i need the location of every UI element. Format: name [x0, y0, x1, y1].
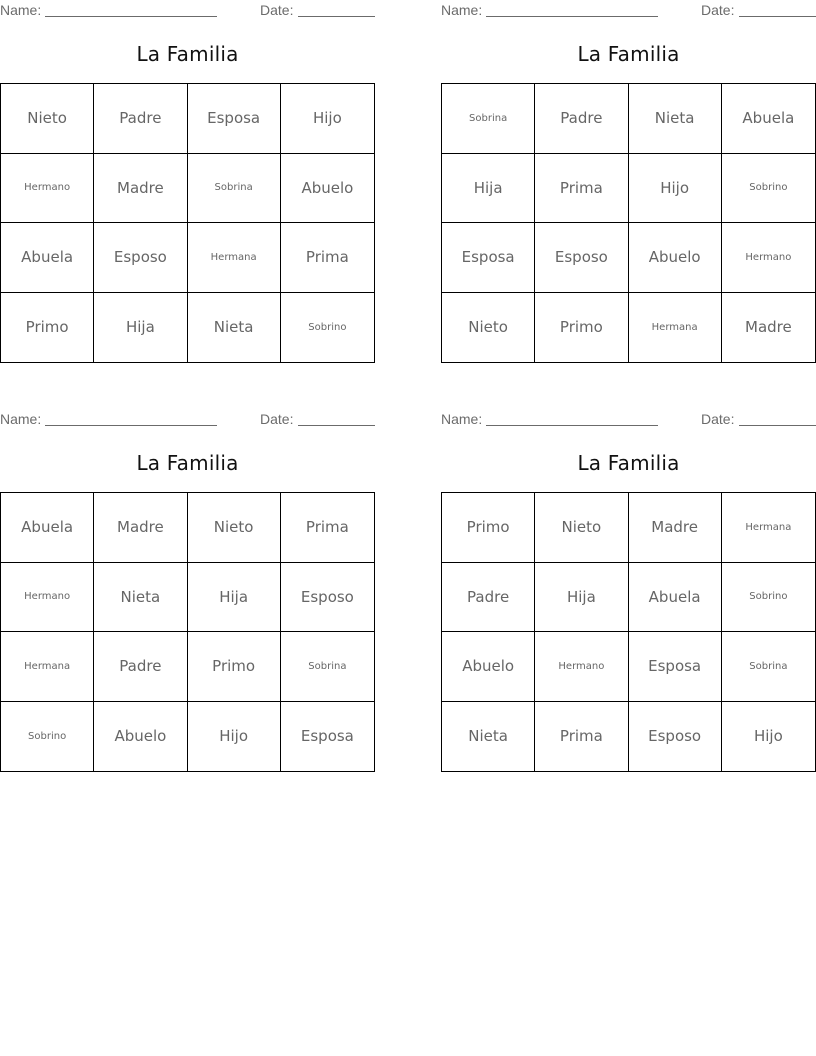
bingo-card-2	[441, 0, 816, 364]
bingo-cell[interactable]: Hijo	[188, 702, 281, 772]
card-title: La Familia	[577, 451, 680, 475]
bingo-cell[interactable]: Hija	[94, 293, 187, 363]
date-blank-line[interactable]	[298, 425, 375, 426]
bingo-cell[interactable]: Sobrina	[442, 84, 535, 154]
bingo-grid	[441, 492, 816, 772]
bingo-cell[interactable]: Abuelo	[94, 702, 187, 772]
bingo-cell[interactable]: Padre	[442, 563, 535, 633]
bingo-cell[interactable]: Abuelo	[442, 632, 535, 702]
bingo-cell[interactable]: Nieta	[442, 702, 535, 772]
bingo-cell[interactable]: Hija	[535, 563, 628, 633]
name-label: Name:	[0, 2, 42, 18]
name-blank-line[interactable]	[486, 16, 658, 17]
bingo-cell[interactable]: Esposa	[442, 223, 535, 293]
bingo-cell[interactable]: Padre	[94, 632, 187, 702]
bingo-cell[interactable]: Primo	[188, 632, 281, 702]
bingo-cell[interactable]: Esposo	[629, 702, 722, 772]
bingo-cell[interactable]: Padre	[94, 84, 187, 154]
bingo-cell[interactable]: Hermana	[629, 293, 722, 363]
bingo-cell[interactable]: Sobrino	[722, 154, 815, 224]
bingo-cell[interactable]: Prima	[535, 154, 628, 224]
name-label: Name:	[0, 411, 42, 427]
card-title: La Familia	[136, 451, 239, 475]
bingo-cell[interactable]: Esposa	[629, 632, 722, 702]
bingo-grid	[0, 492, 375, 772]
bingo-cell[interactable]: Nieta	[629, 84, 722, 154]
date-blank-line[interactable]	[298, 16, 375, 17]
bingo-cell[interactable]: Primo	[442, 493, 535, 563]
bingo-cell[interactable]: Madre	[629, 493, 722, 563]
bingo-cell[interactable]: Nieto	[442, 293, 535, 363]
bingo-cell[interactable]: Prima	[281, 493, 374, 563]
bingo-cell[interactable]: Esposo	[94, 223, 187, 293]
bingo-cell[interactable]: Hermano	[1, 154, 94, 224]
name-blank-line[interactable]	[486, 425, 658, 426]
name-date-header	[0, 2, 375, 20]
bingo-cell[interactable]: Sobrina	[188, 154, 281, 224]
bingo-cell[interactable]: Hermano	[535, 632, 628, 702]
bingo-card-4	[441, 409, 816, 773]
date-blank-line[interactable]	[739, 16, 816, 17]
bingo-cell[interactable]: Nieto	[535, 493, 628, 563]
bingo-cell[interactable]: Madre	[94, 493, 187, 563]
bingo-cell[interactable]: Nieto	[1, 84, 94, 154]
date-label: Date:	[260, 411, 294, 427]
date-label: Date:	[260, 2, 294, 18]
bingo-cell[interactable]: Primo	[1, 293, 94, 363]
bingo-cell[interactable]: Hermano	[1, 563, 94, 633]
name-date-header	[0, 411, 375, 429]
bingo-cell[interactable]: Abuelo	[629, 223, 722, 293]
card-title: La Familia	[577, 42, 680, 66]
bingo-cell[interactable]: Hermana	[722, 493, 815, 563]
bingo-grid	[441, 83, 816, 363]
bingo-cell[interactable]: Nieto	[188, 493, 281, 563]
bingo-cell[interactable]: Madre	[94, 154, 187, 224]
bingo-cell[interactable]: Hija	[188, 563, 281, 633]
bingo-cell[interactable]: Abuela	[1, 223, 94, 293]
bingo-cell[interactable]: Sobrino	[722, 563, 815, 633]
bingo-cell[interactable]: Sobrino	[1, 702, 94, 772]
bingo-cell[interactable]: Hijo	[281, 84, 374, 154]
name-blank-line[interactable]	[45, 16, 217, 17]
bingo-cell[interactable]: Hermana	[1, 632, 94, 702]
bingo-cell[interactable]: Sobrina	[281, 632, 374, 702]
bingo-grid	[0, 83, 375, 363]
bingo-cell[interactable]: Esposo	[281, 563, 374, 633]
name-blank-line[interactable]	[45, 425, 217, 426]
date-label: Date:	[701, 411, 735, 427]
bingo-cell[interactable]: Hermana	[188, 223, 281, 293]
name-label: Name:	[441, 2, 483, 18]
bingo-cell[interactable]: Nieta	[188, 293, 281, 363]
bingo-cell[interactable]: Primo	[535, 293, 628, 363]
name-date-header	[441, 2, 816, 20]
bingo-cell[interactable]: Sobrino	[308, 321, 347, 333]
bingo-cell[interactable]: Nieta	[94, 563, 187, 633]
bingo-cell[interactable]: Madre	[745, 318, 792, 337]
bingo-cell[interactable]: Prima	[535, 702, 628, 772]
bingo-cell[interactable]: Hija	[442, 154, 535, 224]
bingo-cell[interactable]: Sobrina	[722, 632, 815, 702]
card-title: La Familia	[136, 42, 239, 66]
bingo-cell[interactable]: Hermano	[722, 223, 815, 293]
date-label: Date:	[701, 2, 735, 18]
bingo-cell[interactable]: Esposa	[188, 84, 281, 154]
bingo-cell[interactable]: Abuela	[1, 493, 94, 563]
date-blank-line[interactable]	[739, 425, 816, 426]
bingo-cell[interactable]: Abuela	[722, 84, 815, 154]
bingo-cell[interactable]: Abuela	[629, 563, 722, 633]
bingo-cell[interactable]: Hijo	[753, 727, 783, 746]
bingo-cell[interactable]: Abuelo	[281, 154, 374, 224]
bingo-card-1	[0, 0, 375, 364]
bingo-card-3	[0, 409, 375, 773]
bingo-cell[interactable]: Prima	[281, 223, 374, 293]
bingo-cell[interactable]: Esposa	[300, 727, 354, 746]
name-label: Name:	[441, 411, 483, 427]
bingo-cell[interactable]: Padre	[535, 84, 628, 154]
name-date-header	[441, 411, 816, 429]
bingo-cell[interactable]: Hijo	[629, 154, 722, 224]
bingo-cell[interactable]: Esposo	[535, 223, 628, 293]
